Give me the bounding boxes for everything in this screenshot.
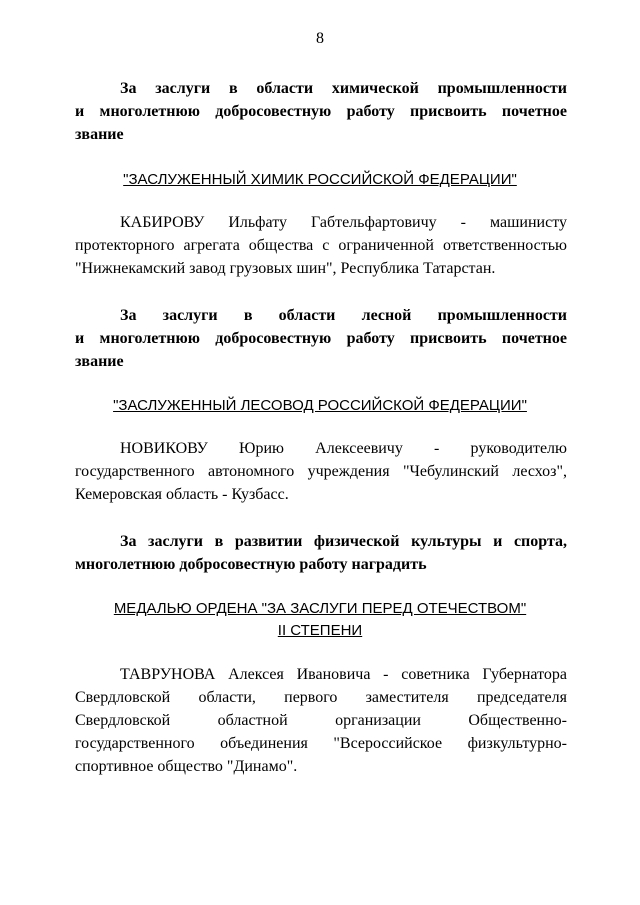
- award-title-line: II СТЕПЕНИ: [277, 622, 363, 639]
- award-intro-chemistry: [75, 77, 567, 146]
- intro-line: звание: [75, 126, 124, 143]
- recipient-line: Свердловской области, первого заместителя председателя: [75, 689, 567, 706]
- recipient-line: Свердловской областной организации Общественно-: [75, 712, 567, 729]
- recipient-tavrunov: [75, 663, 567, 778]
- award-title-chemist: [0, 169, 640, 191]
- intro-line: звание: [75, 353, 124, 370]
- intro-line: и многолетнюю добросовестную работу присвоить почетное: [75, 330, 567, 347]
- award-intro-forestry: [75, 304, 567, 373]
- recipient-line: Кемеровская область - Кузбасс.: [75, 486, 289, 503]
- award-title-line: МЕДАЛЬЮ ОРДЕНА "ЗА ЗАСЛУГИ ПЕРЕД ОТЕЧЕСТВОМ": [113, 600, 527, 617]
- recipient-kabirov: [75, 211, 567, 280]
- intro-line: многолетнюю добросовестную работу наградить: [75, 556, 427, 573]
- award-title-line: "ЗАСЛУЖЕННЫЙ ЛЕСОВОД РОССИЙСКОЙ ФЕДЕРАЦИИ": [113, 397, 527, 414]
- award-title-forester: [0, 395, 640, 417]
- intro-line: и многолетнюю добросовестную работу присвоить почетное: [75, 103, 567, 120]
- award-title-line: "ЗАСЛУЖЕННЫЙ ХИМИК РОССИЙСКОЙ ФЕДЕРАЦИИ": [123, 171, 517, 188]
- recipient-line: ТАВРУНОВА Алексея Ивановича - советника Губернатора: [120, 666, 567, 683]
- recipient-line: государственного автономного учреждения "Чебулинский лесхоз",: [75, 463, 567, 480]
- page-number: 8: [316, 30, 324, 47]
- intro-line: За заслуги в области химической промышленности: [120, 80, 567, 97]
- award-title-medal: [0, 598, 640, 642]
- recipient-line: протекторного агрегата общества с ограниченной ответственностью: [75, 237, 567, 254]
- award-intro-sport: [75, 530, 567, 576]
- recipient-line: государственного объединения "Всероссийское физкультурно-: [75, 735, 567, 752]
- recipient-line: "Нижнекамский завод грузовых шин", Республика Татарстан.: [75, 260, 496, 277]
- recipient-line: НОВИКОВУ Юрию Алексеевичу - руководителю: [120, 440, 567, 457]
- recipient-line: КАБИРОВУ Ильфату Габтельфартовичу - машинисту: [120, 214, 567, 231]
- recipient-novikov: [75, 437, 567, 506]
- intro-line: За заслуги в развитии физической культуры и спорта,: [120, 533, 567, 550]
- recipient-line: спортивное общество "Динамо".: [75, 758, 298, 775]
- intro-line: За заслуги в области лесной промышленности: [120, 307, 567, 324]
